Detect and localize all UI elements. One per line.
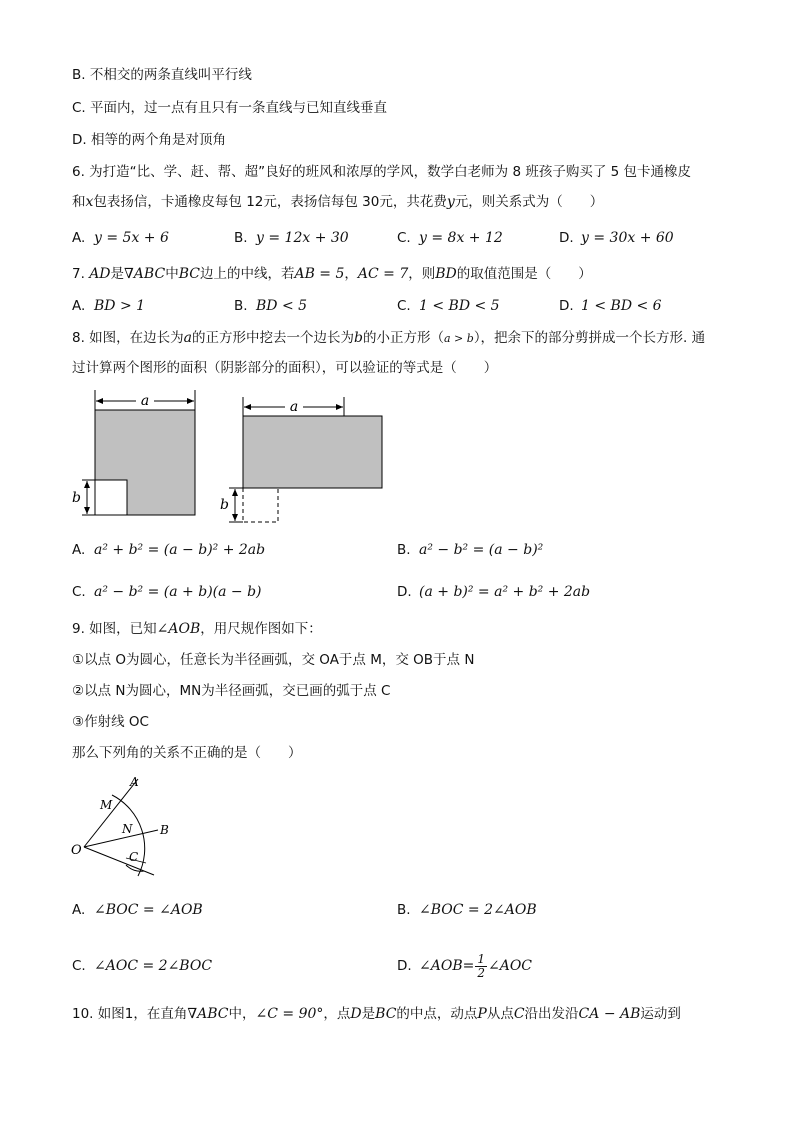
point-d: D <box>350 1006 362 1022</box>
ac-length: AC = 7 <box>357 266 409 282</box>
text: 从点 <box>486 1006 514 1022</box>
q9-option-b <box>397 901 537 919</box>
text: 是 <box>361 1006 376 1022</box>
q6-option-a <box>72 229 169 247</box>
option-label: C. <box>397 230 411 246</box>
q8-option-c <box>72 583 262 601</box>
option-expr: y = 12x + 30 <box>256 230 349 246</box>
angle-aob: ∠AOB <box>156 621 201 637</box>
text: 运动到 <box>640 1006 681 1022</box>
cut-out-square <box>95 480 127 515</box>
q6-option-c <box>397 229 503 247</box>
q9-ask: 那么下列角的关系不正确的是（ ） <box>72 745 302 761</box>
angle-c: ∠C = 90° <box>255 1006 324 1022</box>
arrow-right <box>336 404 343 410</box>
q8-square-figure <box>70 388 200 523</box>
q9-angle-figure <box>68 775 218 885</box>
q9-option-d <box>397 950 532 982</box>
arrow-down <box>84 507 90 514</box>
option-label: D. <box>559 298 574 314</box>
label-m: M <box>100 798 113 812</box>
arrow-up <box>232 489 238 496</box>
point-c: C <box>513 1006 525 1022</box>
question-number: 7. <box>72 266 85 282</box>
q8-option-a <box>72 541 265 559</box>
q9-step3: ③作射线 OC <box>72 714 149 730</box>
condition: a > b <box>444 332 474 345</box>
shaded-rectangle <box>243 416 382 488</box>
text: 元，则关系式为（ ） <box>454 194 604 210</box>
text: 的小正方形（ <box>363 330 444 346</box>
option-expr: ∠AOC <box>487 958 533 974</box>
label-a: A <box>130 775 139 789</box>
var-a: a <box>183 330 193 346</box>
option-lhs: (a + b)² = <box>419 584 495 600</box>
text: ， <box>344 266 358 282</box>
arrow-up <box>84 481 90 488</box>
label-b: b <box>72 490 81 506</box>
q6-stem-line2 <box>72 193 603 211</box>
text: 的取值范围是（ ） <box>456 266 592 282</box>
text: 的正方形中挖去一个边长为 <box>192 330 355 346</box>
option-rhs: (a − b)² <box>488 542 544 558</box>
option-label: C. <box>397 298 411 314</box>
q8-option-d <box>397 583 590 601</box>
option-expr: BD > 1 <box>94 298 146 314</box>
label-b: B <box>160 823 169 837</box>
q10-stem <box>72 1005 681 1023</box>
option-label: B. <box>72 67 86 83</box>
q7-option-a <box>72 297 145 315</box>
q9-option-c <box>72 957 212 975</box>
option-expr: ∠BOC = 2∠AOB <box>419 902 537 918</box>
option-expr: y = 8x + 12 <box>419 230 503 246</box>
triangle-abc: ∇ABC <box>124 266 166 282</box>
dashed-cut-square <box>243 488 278 522</box>
label-a: a <box>289 399 299 415</box>
q6-option-b <box>234 229 349 247</box>
q7-option-b <box>234 297 307 315</box>
text: 10. 如图1，在直角 <box>72 1006 188 1022</box>
label-a: a <box>140 393 150 409</box>
text: 边上的中线，若 <box>199 266 295 282</box>
option-label: D. <box>397 584 412 600</box>
path-ca-ab: CA − AB <box>578 1006 641 1022</box>
option-expr: y = 30x + 60 <box>581 230 674 246</box>
ab-length: AB = 5 <box>294 266 345 282</box>
q5-option-d <box>72 131 226 149</box>
option-label: B. <box>234 230 248 246</box>
q9-step2: ②以点 N为圆心，MN为半径画弧，交已画的弧于点 C <box>72 683 391 699</box>
option-expr: ∠AOB= <box>419 958 475 974</box>
text: 的中点，动点 <box>396 1006 478 1022</box>
option-expr: ∠BOC = ∠AOB <box>94 902 203 918</box>
option-lhs: a² − b² = <box>94 584 164 600</box>
option-lhs: a² + b² = <box>94 542 164 558</box>
option-label: D. <box>72 132 87 148</box>
label-o: O <box>71 843 82 858</box>
q6-option-d <box>559 229 674 247</box>
segment-bc: BC <box>178 266 200 282</box>
q8-stem-line2: 过计算两个图形的面积（阴影部分的面积），可以验证的等式是（ ） <box>72 360 498 376</box>
option-lhs: a² − b² = <box>419 542 489 558</box>
option-rhs: (a + b)(a − b) <box>163 584 262 600</box>
option-expr: y = 5x + 6 <box>94 230 169 246</box>
var-y: y <box>446 194 455 210</box>
option-label: A. <box>72 902 86 918</box>
q7-stem <box>72 265 592 283</box>
option-text: 平面内，过一点有且只有一条直线与已知直线垂直 <box>90 100 388 116</box>
arrow-left <box>96 398 103 404</box>
text: ），把余下的部分剪拼成一个长方形. 通 <box>473 330 706 346</box>
q8-rectangle-figure <box>215 395 385 530</box>
option-expr: 1 < BD < 6 <box>581 298 662 314</box>
option-label: C. <box>72 958 86 974</box>
option-label: D. <box>559 230 574 246</box>
option-label: B. <box>397 902 411 918</box>
q9-stem <box>72 620 322 638</box>
option-rhs: a² + b² + 2ab <box>494 584 591 600</box>
option-text: 不相交的两条直线叫平行线 <box>89 67 252 83</box>
label-n: N <box>122 822 133 836</box>
point-p: P <box>477 1006 487 1022</box>
text: ，用尺规作图如下： <box>200 621 322 637</box>
text: ，则 <box>408 266 436 282</box>
option-rhs: (a − b)² + 2ab <box>163 542 266 558</box>
text: 是 <box>110 266 125 282</box>
text: 8. 如图，在边长为 <box>72 330 184 346</box>
q7-option-c <box>397 297 500 315</box>
triangle-abc: ∇ABC <box>187 1006 229 1022</box>
arrow-down <box>232 514 238 521</box>
numerator: 1 <box>477 951 485 966</box>
arrow-left <box>244 404 251 410</box>
q9-step1: ①以点 O为圆心，任意长为半径画弧，交 OA于点 M，交 OB于点 N <box>72 652 475 668</box>
q5-option-b <box>72 66 252 84</box>
option-expr: 1 < BD < 5 <box>419 298 500 314</box>
text: 和 <box>72 194 86 210</box>
option-label: D. <box>397 958 412 974</box>
text: 9. 如图，已知 <box>72 621 157 637</box>
text: 中， <box>228 1006 256 1022</box>
text: 沿出发沿 <box>524 1006 579 1022</box>
q6-stem-line1: 6. 为打造“比、学、赶、帮、超”良好的班风和浓厚的学风，数学白老师为 8 班孩子购买了 5 包卡通橡皮 <box>72 164 692 180</box>
denominator: 2 <box>477 965 485 980</box>
q7-option-d <box>559 297 662 315</box>
option-expr: ∠AOC = 2∠BOC <box>94 958 213 974</box>
label-c: C <box>129 850 139 864</box>
option-expr: BD < 5 <box>256 298 308 314</box>
option-label: B. <box>397 542 411 558</box>
var-b: b <box>354 330 363 346</box>
q5-option-c <box>72 99 387 117</box>
option-label: A. <box>72 298 86 314</box>
fraction-half <box>475 953 487 980</box>
option-label: C. <box>72 100 86 116</box>
text: 中 <box>165 266 179 282</box>
label-b: b <box>220 497 229 513</box>
option-label: C. <box>72 584 86 600</box>
text: 包表扬信，卡通橡皮每包 12元，表扬信每包 30元，共花费 <box>93 194 447 210</box>
q8-option-b <box>397 541 543 559</box>
option-text: 相等的两个角是对顶角 <box>90 132 226 148</box>
option-label: A. <box>72 230 86 246</box>
q9-option-a <box>72 901 203 919</box>
arrow-right <box>187 398 194 404</box>
option-label: A. <box>72 542 86 558</box>
segment-ad: AD <box>89 266 111 282</box>
text: ，点 <box>323 1006 351 1022</box>
var-x: x <box>85 194 94 210</box>
q8-stem-line1 <box>72 329 705 348</box>
segment-bc: BC <box>375 1006 397 1022</box>
segment-bd: BD <box>435 266 457 282</box>
option-label: B. <box>234 298 248 314</box>
